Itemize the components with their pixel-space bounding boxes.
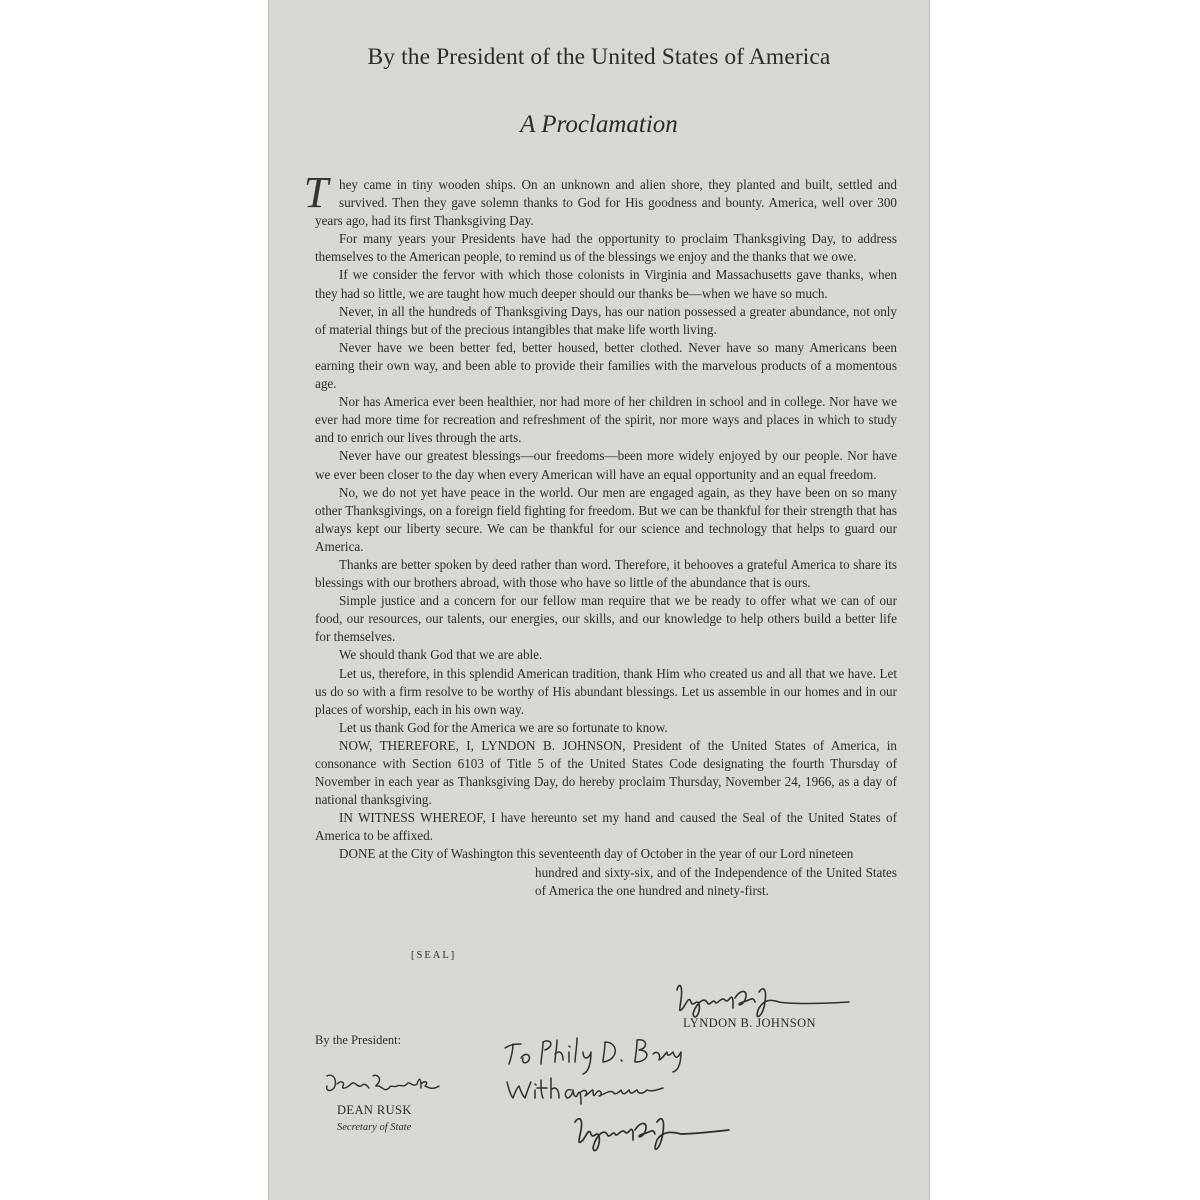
done-line-2: hundred and sixty-six, and of the Independence of the United States of America the one hundred and ninety-first. [535,864,897,898]
by-the-president-label: By the President: [315,1033,402,1047]
paragraph-proclaim: NOW, THEREFORE, I, LYNDON B. JOHNSON, President of the United States of America, in consonance with Section 6103 of Title 5 of the United States Code designating the fourth Thursday of November in each year as Thanksgiving Day, do hereby proclaim Thursday, November 24, 1966, as a day of national thanksgiving. [315,737,897,808]
done-line-1: DONE at the City of Washington this seventeenth day of October in the year of our Lord nineteen [339,846,854,862]
handwritten-inscription [497,1030,737,1180]
paragraph: We should thank God that we are able. [339,647,543,663]
ornamental-drop-cap: T [303,168,329,217]
president-name: LYNDON B. JOHNSON [683,1016,816,1030]
document-title: A Proclamation [520,111,678,138]
paragraph: If we consider the fervor with which those colonists in Virginia and Massachusetts gave thanks, when they had so little, we are taught how much deeper should our thanks be—when we have so much. [315,267,897,301]
secretary-title: Secretary of State [337,1122,412,1133]
first-paragraph-text: hey came in tiny wooden ships. On an unknown and alien shore, they planted and built, settled and survived. Then they gave solemn thanks to God for His goodness and bounty. America, well over 300 years ago, had its first Thanksgiving Day. [315,177,897,229]
rusk-signature [321,1068,461,1098]
paragraph: Never have our greatest blessings—our freedoms—been more widely enjoyed by our people. Nor have we ever been closer to the day when every American will have an equal opportunity and an equal freedom. [315,448,897,482]
paragraph: Simple justice and a concern for our fellow man require that we be ready to offer what we can of our food, our resources, our talents, our energies, our skills, and our knowledge to help others build a better life for themselves. [315,593,897,645]
paragraph: Never, in all the hundreds of Thanksgiving Days, has our nation possessed a greater abundance, not only of material things but of the precious intangibles that make life worth living. [315,303,897,337]
proclamation-page [268,0,930,1200]
proclamation-body [303,168,897,900]
secretary-name: DEAN RUSK [337,1103,412,1117]
paragraph: Never have we been better fed, better housed, better clothed. Never have so many Americans been earning their own way, and been able to provide their families with the marvelous products of a momentous age. [315,339,897,392]
seal-marker: [SEAL] [411,950,457,961]
paragraph: Let us, therefore, in this splendid American tradition, thank Him who created us and all that we have. Let us do so with a firm resolve to be worthy of His abundant blessings. Let us assemble in our homes and in our places of worship, each in his own way. [315,665,897,717]
paragraph: Let us thank God for the America we are so fortunate to know. [339,719,668,735]
paragraph: For many years your Presidents have had the opportunity to proclaim Thanksgiving Day, to address themselves to the American people, to remind us of the blessings we enjoy and the thanks that we owe. [315,231,897,265]
document-header: By the President of the United States of America [367,44,831,70]
paragraph: Nor has America ever been healthier, nor had more of her children in school and in college. Nor have we ever had more time for recreation and refreshment of the spirit, nor more ways and places in which to study and to enrich our lives through the arts. [315,394,897,446]
paragraph: Thanks are better spoken by deed rather than word. Therefore, it behooves a grateful America to share its blessings with our brothers abroad, with those who have so little of the abundance that is ours. [315,556,897,591]
first-paragraph [303,168,897,230]
paragraph: No, we do not yet have peace in the world. Our men are engaged again, as they have been on so many other Thanksgivings, on a foreign field fighting for freedom. But we can be thankful for their strength that has always kept our liberty secure. We can be thankful for our science and technology that helps to guard our America. [315,484,897,554]
paragraph-witness: IN WITNESS WHEREOF, I have hereunto set my hand and caused the Seal of the United States of America to be affixed. [315,810,897,844]
